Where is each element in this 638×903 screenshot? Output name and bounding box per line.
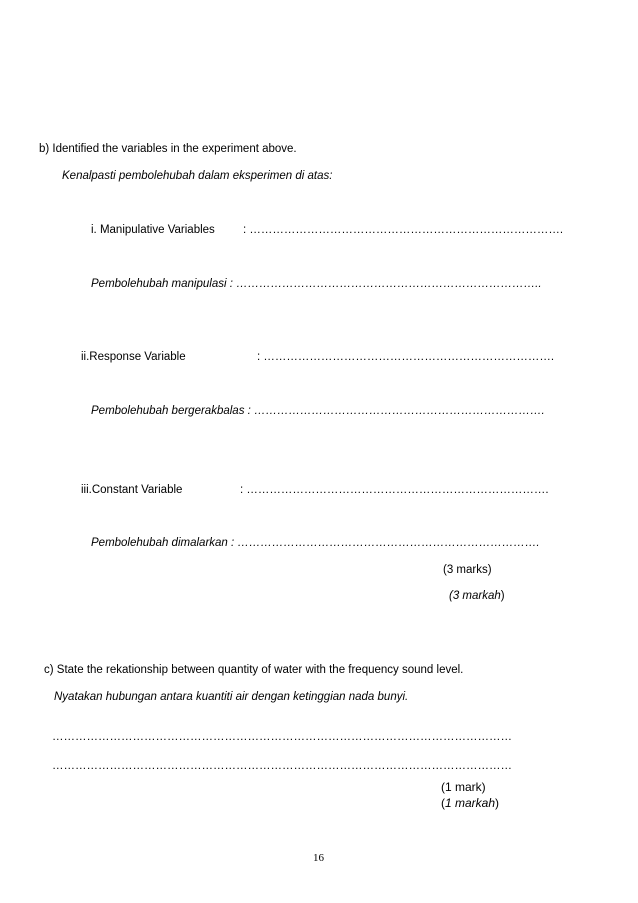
question-c-prompt: c) State the rekationship between quantity of water with the frequency sound level. [44, 664, 464, 676]
response-variable-malay: Pembolehubah bergerakbalas : …………………………………………………………………. [91, 405, 545, 417]
question-c-prompt-malay: Nyatakan hubungan antara kuantiti air dengan ketinggian nada bunyi. [54, 691, 409, 703]
page-number: 16 [313, 852, 324, 864]
response-variable-label: ii.Response Variable [81, 351, 186, 363]
question-c-marks-malay [441, 796, 499, 810]
manipulative-variable-label: i. Manipulative Variables [91, 224, 215, 236]
response-variable-answer-blank[interactable]: : …………………………………………………………………. [257, 351, 555, 363]
marks-open: ( [441, 796, 445, 810]
marks-word: 1 markah [445, 796, 496, 810]
question-b-marks: (3 marks) [443, 564, 492, 576]
question-b-prompt: b) Identified the variables in the experiment above. [39, 143, 297, 155]
constant-variable-answer-blank[interactable]: : ……………………………………………………………………. [240, 484, 549, 496]
marks-close: ) [495, 796, 500, 810]
question-c-answer-line-2[interactable]: ………………………………………………………………………………………………………… [52, 760, 512, 772]
constant-variable-malay: Pembolehubah dimalarkan : ……………………………………………………………………. [91, 537, 540, 549]
question-b-prompt-malay: Kenalpasti pembolehubah dalam eksperimen di atas: [62, 170, 333, 182]
question-b-marks-malay [449, 590, 505, 602]
question-c-marks: (1 mark) [441, 780, 486, 794]
marks-open: (3 [449, 590, 463, 602]
marks-close: ) [500, 590, 505, 602]
question-c-answer-line-1[interactable]: ………………………………………………………………………………………………………… [52, 731, 512, 743]
manipulative-variable-malay: Pembolehubah manipulasi : …………………………………………………………………….. [91, 278, 542, 290]
manipulative-variable-answer-blank[interactable]: : ………………………………………………………………………. [243, 224, 564, 236]
marks-word: markah [462, 590, 501, 602]
constant-variable-label: iii.Constant Variable [81, 484, 183, 496]
